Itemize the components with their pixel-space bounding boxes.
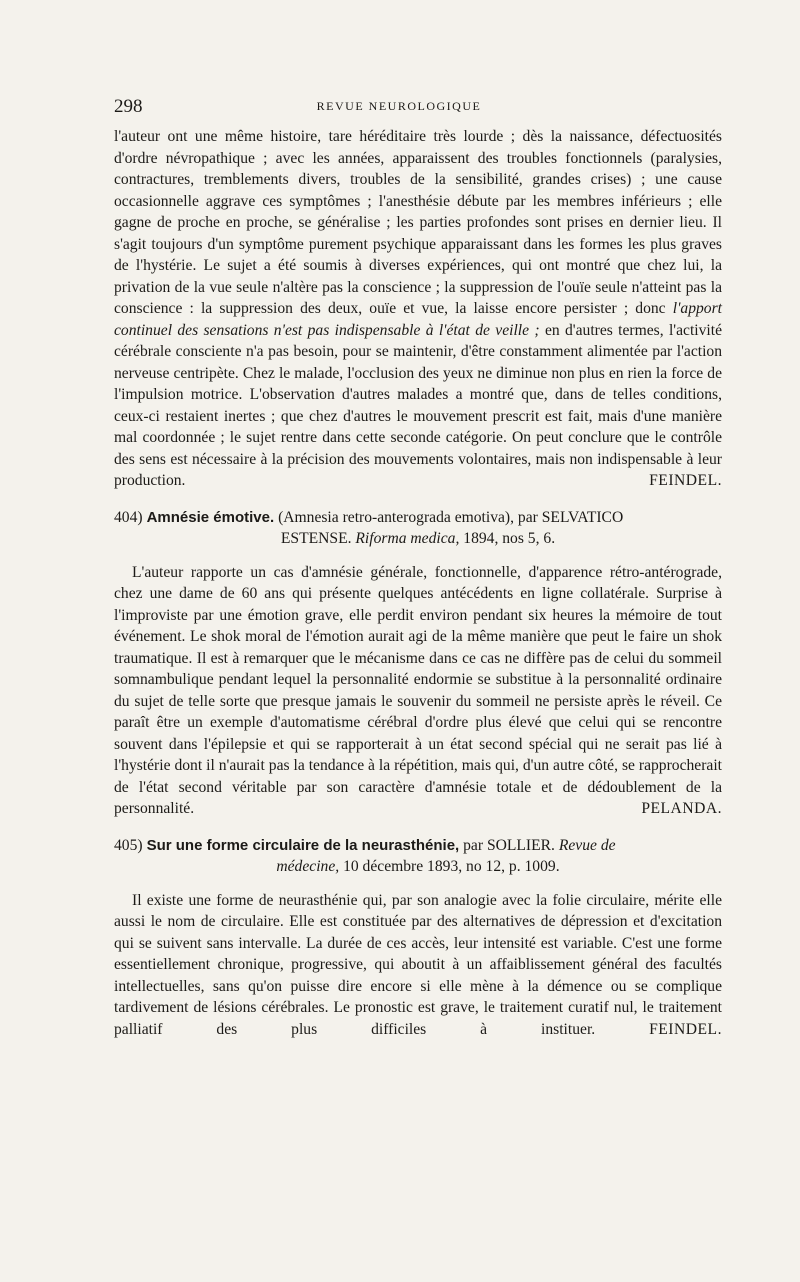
entry-title: Sur une forme circulaire de la neurasthénie, — [146, 836, 460, 854]
entry-number: 405) — [114, 836, 143, 854]
page-body — [114, 126, 722, 1040]
entry-405-reference-line — [114, 856, 722, 878]
signature: FEINDEL. — [649, 472, 722, 489]
entry-author-continued: ESTENSE. — [280, 530, 352, 547]
entry-author: SOLLIER. — [486, 836, 555, 854]
entry-issue: 10 décembre 1893, no 12, p. 1009. — [343, 858, 560, 875]
signature: PELANDA. — [641, 800, 722, 817]
entry-404-text — [114, 562, 722, 820]
entry-author: SELVATICO — [541, 508, 624, 526]
continuation-paragraph — [114, 126, 722, 492]
entry-405-heading — [114, 835, 722, 857]
page-header — [114, 96, 684, 118]
signature: FEINDEL. — [649, 1020, 722, 1038]
entry-reference: (Amnesia retro-anterograda emotiva), par — [278, 508, 538, 526]
entry-journal-continued: médecine, — [276, 858, 340, 875]
entry-text: Il existe une forme de neurasthénie qui, par son analogie avec la folie circulaire, mérite elle aussi le nom de circulaire. Elle est constituée par des alternatives de dépression et d'excitation qui se suivent sans intervalle. La durée de ces accès, leur intensité est variable. C'est une forme essentiellement chronique, progressive, qui aboutit à un affaiblissement général des facultés intellectuelles, sans qu'on puisse dire encore si elle mène à la démence ou se complique tardivement de lésions cérébrales. Le pronostic est grave, le traitement curatif nul, le traitement palliatif des plus difficiles à instituer. — [114, 891, 722, 1038]
entry-journal: Riforma medica, — [355, 530, 460, 547]
entry-title: Amnésie émotive. — [146, 508, 275, 526]
entry-issue: 1894, nos 5, 6. — [463, 530, 556, 547]
entry-number: 404) — [114, 508, 143, 526]
entry-404-reference-line — [114, 528, 722, 550]
running-title: REVUE NEUROLOGIQUE — [316, 99, 482, 113]
entry-journal: Revue de — [558, 836, 616, 854]
entry-405-text — [114, 890, 722, 1041]
continuation-text-after: en d'autres termes, l'activité cérébrale consciente n'a pas besoin, pour se maintenir, d'être constamment alimentée par l'action nerveuse centripète. Chez le malade, l'occlusion des yeux ne diminue non plus en rien la force de l'impulsion motrice. L'observation d'autres malades a montré que, dans de telles conditions, ceux-ci restaient inertes ; que chez d'autres le mouvement prescrit est fait, mais d'une manière mal coordonnée ; le sujet rentre dans cette seconde catégorie. On peut conclure que le contrôle des sens est nécessaire à la précision des mouvements volontaires, mais non indispensable à leur production. — [114, 321, 723, 489]
page-number: 298 — [114, 96, 143, 117]
continuation-italic: l'apport continuel des sensations n'est pas indispensable à l'état de veille ; — [114, 300, 722, 339]
entry-reference: par — [463, 836, 484, 854]
entry-text: L'auteur rapporte un cas d'amnésie générale, fonctionnelle, d'apparence rétro-antérograde, chez une dame de 60 ans qui présente quelques antécédents en ligne collatérale. Surprise à l'improviste par une émotion grave, elle perdit environ pendant six heures la mémoire de tout événement. Le shok moral de l'émotion aurait agi de la même manière que peut le faire un shok traumatique. Il est à remarquer que le mécanisme dans ce cas ne diffère pas de celui du sommeil somnambulique pendant lequel la personnalité endormie se substitue à la personnalité ordinaire du sujet de telle sorte que presque jamais le souvenir du sommeil ne persiste après le réveil. Ce paraît être un exemple d'automatisme cérébral d'ordre plus élevé que celui qui se rencontre souvent dans l'épilepsie et qui se rapporterait à un état second spécial qui ne serait pas lié à l'hystérie dont il n'aurait pas la tendance à la répétition, mais qui, d'un autre côté, se rapprocherait de l'état second véritable par son caractère d'amnésie totale et de dédoublement de la personnalité. — [114, 563, 722, 817]
entry-404-heading — [114, 507, 722, 529]
continuation-text: l'auteur ont une même histoire, tare héréditaire très lourde ; dès la naissance, défectuosités d'ordre névropathique ; avec les années, apparaissent des troubles fonctionnels (paralysies, contractures, tremblements divers, troubles de la sensibilité, grandes crises) ; une cause occasionnelle aggrave ces symptômes ; l'anesthésie débute par les membres inférieurs ; elle gagne de proche en proche, se généralise ; les parties profondes sont prises en dernier lieu. Il s'agit toujours d'un symptôme purement psychique apparaissant dans les formes les plus graves de l'hystérie. Le sujet a été soumis à diverses expériences, qui ont montré que chez lui, la privation de la vue seule n'altère pas la conscience ; la suppression de l'ouïe seule n'atteint pas la conscience : la suppression des deux, ouïe et vue, la laisse encore persister ; donc — [114, 128, 722, 317]
